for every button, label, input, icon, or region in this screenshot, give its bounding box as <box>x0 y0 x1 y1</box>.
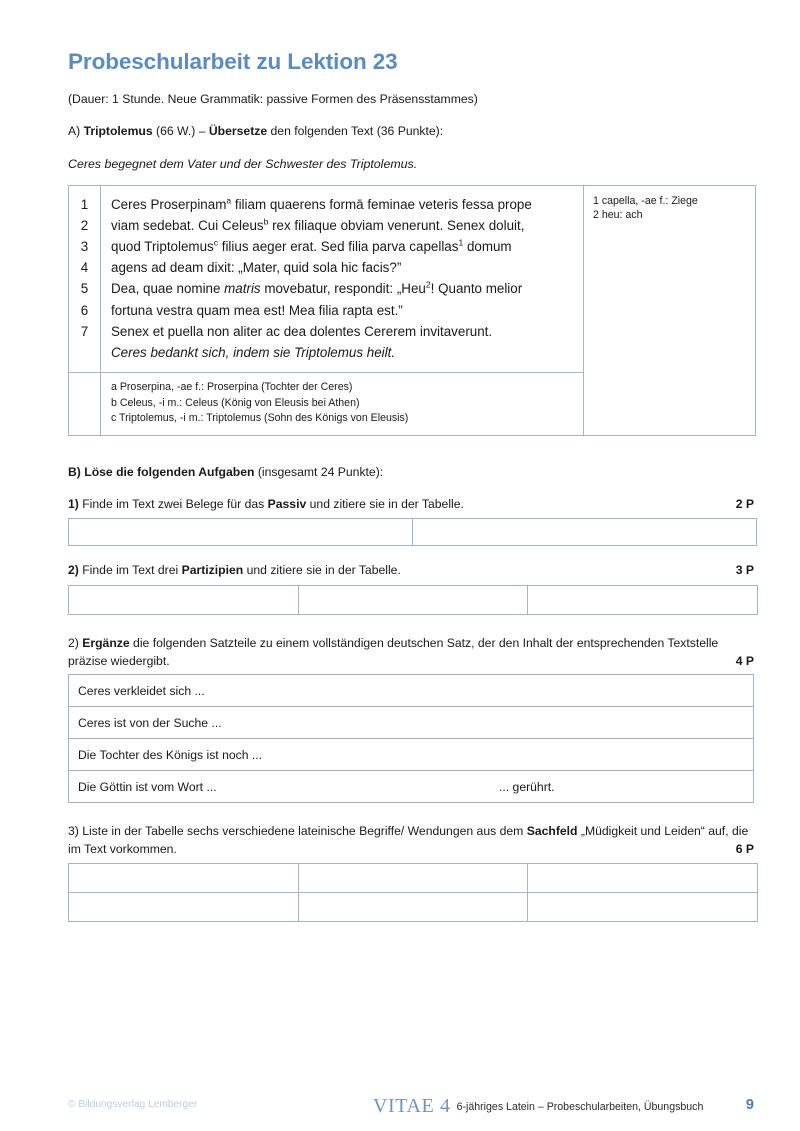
fill-prompt: Die Tochter des Königs ist noch ... <box>78 747 263 762</box>
latin-line-5-italic: matris <box>224 281 261 297</box>
latin-line-5-a: Dea, quae nomine <box>111 281 225 297</box>
copyright-text: © Bildungsverlag Lemberger <box>68 1099 198 1110</box>
task-a-heading <box>68 123 754 139</box>
answer-cell[interactable] <box>298 863 528 892</box>
task-b-heading-bold: B) Löse die folgenden Aufgaben <box>68 464 255 479</box>
latin-line-2-a: viam sedebat. Cui Celeus <box>111 217 264 233</box>
footnote-list <box>101 373 583 434</box>
question-2-line <box>68 562 754 578</box>
answer-table-question-4[interactable] <box>68 863 758 922</box>
question-3-number: 2) <box>68 635 79 650</box>
latin-line-2-sup: b <box>263 216 269 227</box>
line-number-list <box>69 186 100 351</box>
series-title: VITAE 4 <box>373 1095 451 1117</box>
latin-line-3-sup: c <box>213 237 219 248</box>
table-row <box>69 519 757 546</box>
answer-cell[interactable] <box>69 519 413 546</box>
latin-lines <box>101 186 583 373</box>
footnote-number-cell <box>69 373 101 435</box>
document-content <box>68 48 754 922</box>
answer-cell[interactable] <box>528 892 758 921</box>
answer-table-question-1[interactable] <box>68 518 757 546</box>
table-row <box>69 585 758 614</box>
latin-closing-line: Ceres bedankt sich, indem sie Triptolemus heilt. <box>111 345 396 361</box>
vocabulary-cell <box>584 185 756 435</box>
table-row <box>69 739 754 771</box>
latin-line-5-b: movebatur, respondit: „Heu <box>260 281 426 297</box>
question-1-number: 1) <box>68 496 79 511</box>
footnote-entry: c Triptolemus, -i m.: Triptolemus (Sohn des Königs von Eleusis) <box>111 412 409 425</box>
vocabulary-entry: 2 heu: ach <box>593 209 643 222</box>
subtitle-line: (Dauer: 1 Stunde. Neue Grammatik: passive Formen des Präsensstammes) <box>68 92 478 106</box>
page-number: 9 <box>745 1097 754 1113</box>
task-a-name: Triptolemus <box>83 124 153 139</box>
line-number: 2 <box>80 217 89 233</box>
question-4-number: 3) <box>68 824 79 839</box>
latin-line-3-a: quod Triptolemus <box>111 239 214 255</box>
fill-cell[interactable] <box>69 707 754 739</box>
latin-line-6 <box>111 300 577 321</box>
answer-cell[interactable] <box>528 863 758 892</box>
latin-line-3-c: domum <box>463 239 512 255</box>
series-subtitle: 6-jähriges Latein – Probeschularbeiten, Übungsbuch <box>456 1100 704 1113</box>
line-number-cell <box>69 185 101 373</box>
page-footer <box>68 1095 754 1119</box>
question-2-text-b: und zitiere sie in der Tabelle. <box>243 563 401 578</box>
line-number: 5 <box>80 281 89 297</box>
fill-prompt: Ceres ist von der Suche ... <box>78 715 222 730</box>
question-3-points: 4 P <box>735 653 754 668</box>
vocabulary-list <box>584 186 755 231</box>
question-2-points: 3 P <box>735 563 754 578</box>
latin-line-1 <box>111 194 577 215</box>
answer-cell[interactable] <box>69 585 299 614</box>
answer-table-question-2[interactable] <box>68 585 758 615</box>
question-4-block <box>68 823 754 858</box>
task-a-rest: den folgenden Text (36 Punkte): <box>267 124 444 139</box>
task-b-heading-rest: (insgesamt 24 Punkte): <box>254 464 384 479</box>
table-row <box>69 771 754 803</box>
fill-cell[interactable] <box>69 771 754 803</box>
task-a-words: (66 W.) – <box>152 124 209 139</box>
footnote-entry: b Celeus, -i m.: Celeus (König von Eleusis bei Athen) <box>111 396 360 409</box>
question-1-text-a: Finde im Text zwei Belege für das <box>78 496 268 511</box>
page-title: Probeschularbeit zu Lektion 23 <box>68 49 398 74</box>
question-3-text: die folgenden Satzteile zu einem vollständigen deutschen Satz, der den Inhalt der entsprechenden Textstelle präzise wiedergibt. <box>68 635 719 668</box>
question-4-keyword: Sachfeld <box>526 824 578 839</box>
latin-line-4-a: agens ad deam dixit: „Mater, quid sola hic facis?” <box>111 260 402 276</box>
fill-prompt: Die Göttin ist vom Wort ... <box>78 779 217 794</box>
task-b-heading <box>68 464 754 480</box>
question-4-points: 6 P <box>735 841 754 856</box>
fill-in-table[interactable] <box>68 674 754 803</box>
question-1-points: 2 P <box>735 496 754 511</box>
latin-line-6-a: fortuna vestra quam mea est! Mea filia rapta est.” <box>111 302 403 318</box>
question-3-block <box>68 635 754 670</box>
footnote-entry: a Proserpina, -ae f.: Proserpina (Tochter der Ceres) <box>111 381 353 394</box>
line-number: 4 <box>80 260 89 276</box>
latin-line-3-sup2: 1 <box>458 237 464 248</box>
latin-line-3-b: filius aeger erat. Sed filia parva capellas <box>218 239 459 255</box>
question-4-text-b: „Müdigkeit und Leiden“ auf, die im Text vorkommen. <box>68 824 749 856</box>
line-number: 6 <box>80 302 89 318</box>
latin-text-table <box>68 185 756 436</box>
latin-line-2 <box>111 215 577 236</box>
vocabulary-entry: 1 capella, -ae f.: Ziege <box>593 194 698 207</box>
fill-cell[interactable] <box>69 739 754 771</box>
answer-cell[interactable] <box>413 519 757 546</box>
question-1-text-b: und zitiere sie in der Tabelle. <box>306 496 464 511</box>
answer-cell[interactable] <box>528 585 758 614</box>
task-a-prefix: A) <box>68 124 84 139</box>
table-row <box>69 675 754 707</box>
question-2-number: 2) <box>68 563 79 578</box>
footnote-cell <box>101 373 584 435</box>
answer-cell[interactable] <box>69 863 299 892</box>
fill-prompt: Ceres verkleidet sich ... <box>78 683 205 698</box>
question-2-keyword: Partizipien <box>181 563 244 578</box>
fill-tail: ... gerührt. <box>499 779 555 794</box>
latin-line-3 <box>111 236 577 257</box>
latin-line-5 <box>111 278 577 299</box>
answer-cell[interactable] <box>298 585 528 614</box>
question-3-keyword: Ergänze <box>82 635 130 650</box>
answer-cell[interactable] <box>298 892 528 921</box>
latin-line-1-a: Ceres Proserpinam <box>111 196 227 212</box>
task-a-intro: Ceres begegnet dem Vater und der Schwester des Triptolemus. <box>68 156 418 171</box>
footer-series-block <box>373 1095 703 1118</box>
line-number: 3 <box>80 239 89 255</box>
latin-line-7-a: Senex et puella non aliter ac dea dolentes Cererem invitaverunt. <box>111 323 493 339</box>
latin-line-4 <box>111 257 577 278</box>
task-a-verb: Übersetze <box>208 124 268 139</box>
table-row <box>69 863 758 892</box>
fill-cell[interactable] <box>69 675 754 707</box>
answer-cell[interactable] <box>69 892 299 921</box>
latin-line-7 <box>111 321 577 342</box>
table-row <box>69 707 754 739</box>
line-number: 1 <box>80 196 89 212</box>
latin-text-row <box>69 185 756 373</box>
question-1-line <box>68 496 754 512</box>
latin-text-cell <box>101 185 584 373</box>
latin-line-2-b: rex filiaque obviam venerunt. Senex doluit, <box>268 217 525 233</box>
line-number: 7 <box>80 323 89 339</box>
table-row <box>69 892 758 921</box>
latin-line-1-sup: a <box>226 195 232 206</box>
latin-line-1-b: filiam quaerens formā feminae veteris fessa prope <box>231 196 532 212</box>
latin-line-5-sup2: 2 <box>425 280 431 291</box>
question-1-keyword: Passiv <box>267 496 307 511</box>
question-2-text-a: Finde im Text drei <box>78 563 182 578</box>
question-4-text-a: Liste in der Tabelle sechs verschiedene lateinische Begriffe/ Wendungen aus dem <box>78 824 527 839</box>
latin-line-5-c: ! Quanto melior <box>430 281 523 297</box>
